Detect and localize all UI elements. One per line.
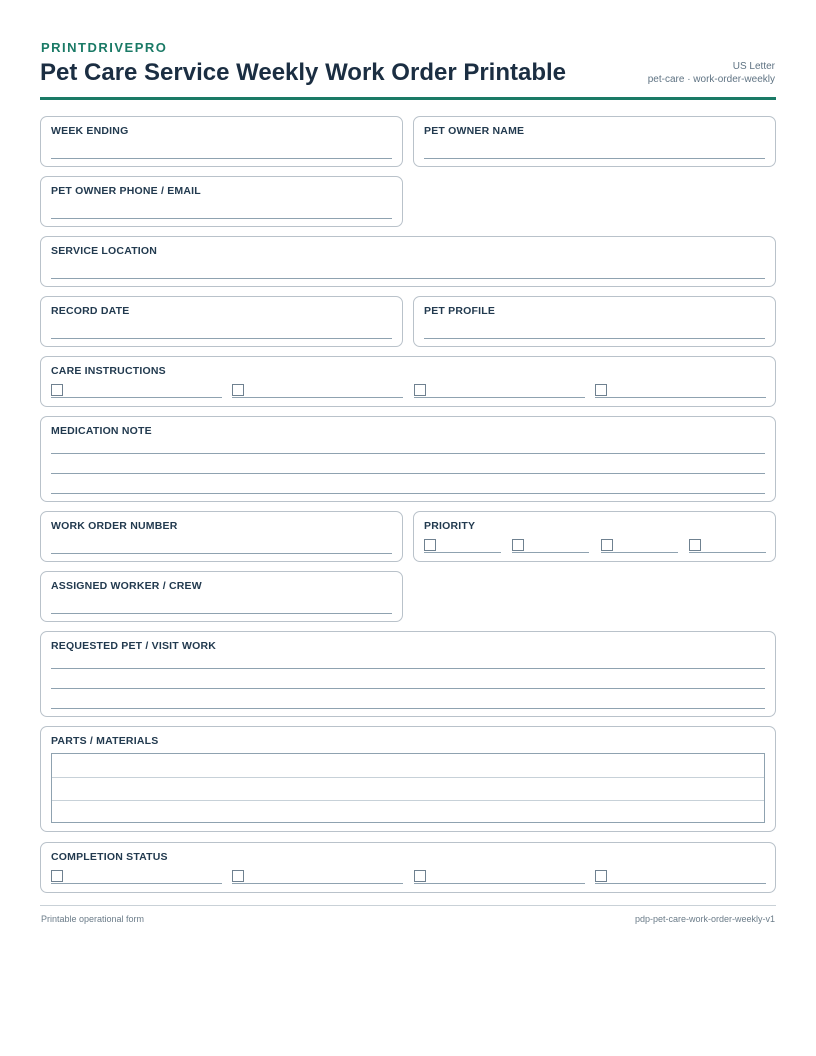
record-date-write-line[interactable] bbox=[51, 338, 392, 339]
care-instructions-option[interactable] bbox=[414, 384, 585, 398]
priority-option[interactable] bbox=[601, 539, 678, 553]
service-location-field bbox=[40, 236, 776, 287]
care-instructions-option[interactable] bbox=[51, 384, 222, 398]
medication-note-write-line[interactable] bbox=[51, 453, 765, 454]
week-ending-field bbox=[40, 116, 403, 167]
checkbox[interactable] bbox=[512, 539, 524, 551]
medication-note-field bbox=[40, 416, 776, 502]
option-write-line bbox=[595, 883, 766, 884]
pet-profile-write-line[interactable] bbox=[424, 338, 765, 339]
checkbox[interactable] bbox=[232, 870, 244, 882]
assigned-worker-label: ASSIGNED WORKER / CREW bbox=[51, 580, 202, 592]
medication-note-write-line[interactable] bbox=[51, 473, 765, 474]
table-row-divider bbox=[52, 777, 764, 778]
assigned-worker-field bbox=[40, 571, 403, 622]
option-write-line bbox=[232, 397, 403, 398]
pet-owner-name-label: PET OWNER NAME bbox=[424, 125, 525, 137]
medication-note-write-line[interactable] bbox=[51, 493, 765, 494]
footer-rule bbox=[40, 905, 776, 906]
pet-owner-contact-label: PET OWNER PHONE / EMAIL bbox=[51, 185, 201, 197]
medication-note-label: MEDICATION NOTE bbox=[51, 425, 152, 437]
checkbox[interactable] bbox=[414, 870, 426, 882]
work-order-number-label: WORK ORDER NUMBER bbox=[51, 520, 178, 532]
priority-label: PRIORITY bbox=[424, 520, 476, 532]
option-write-line bbox=[51, 397, 222, 398]
priority-option[interactable] bbox=[424, 539, 501, 553]
option-write-line bbox=[595, 397, 766, 398]
completion-status-field bbox=[40, 842, 776, 893]
record-date-label: RECORD DATE bbox=[51, 305, 130, 317]
option-write-line bbox=[424, 552, 501, 553]
checkbox[interactable] bbox=[601, 539, 613, 551]
completion-status-option[interactable] bbox=[51, 870, 222, 884]
priority-option[interactable] bbox=[512, 539, 589, 553]
requested-work-write-line[interactable] bbox=[51, 688, 765, 689]
care-instructions-field bbox=[40, 356, 776, 407]
checkbox[interactable] bbox=[595, 384, 607, 396]
parts-materials-table bbox=[51, 753, 765, 823]
care-instructions-option[interactable] bbox=[595, 384, 766, 398]
parts-materials-label: PARTS / MATERIALS bbox=[51, 735, 159, 747]
footer-caption: Printable operational form bbox=[41, 914, 145, 924]
option-write-line bbox=[689, 552, 766, 553]
pet-profile-label: PET PROFILE bbox=[424, 305, 496, 317]
option-write-line bbox=[51, 883, 222, 884]
option-write-line bbox=[601, 552, 678, 553]
option-write-line bbox=[232, 883, 403, 884]
requested-work-label: REQUESTED PET / VISIT WORK bbox=[51, 640, 217, 652]
completion-status-label: COMPLETION STATUS bbox=[51, 851, 168, 863]
week-ending-label: WEEK ENDING bbox=[51, 125, 129, 137]
pet-profile-field bbox=[413, 296, 776, 347]
work-order-number-field bbox=[40, 511, 403, 562]
completion-status-option[interactable] bbox=[232, 870, 403, 884]
pet-owner-name-write-line[interactable] bbox=[424, 158, 765, 159]
option-write-line bbox=[414, 397, 585, 398]
pet-owner-contact-field bbox=[40, 176, 403, 227]
pet-owner-contact-write-line[interactable] bbox=[51, 218, 392, 219]
care-instructions-label: CARE INSTRUCTIONS bbox=[51, 365, 166, 377]
option-write-line bbox=[512, 552, 589, 553]
completion-status-option[interactable] bbox=[595, 870, 766, 884]
service-location-label: SERVICE LOCATION bbox=[51, 245, 158, 257]
checkbox[interactable] bbox=[414, 384, 426, 396]
form-id: pdp-pet-care-work-order-weekly-v1 bbox=[634, 914, 775, 924]
paper-size: US Letter bbox=[732, 61, 775, 72]
week-ending-write-line[interactable] bbox=[51, 158, 392, 159]
priority-option[interactable] bbox=[689, 539, 766, 553]
checkbox[interactable] bbox=[232, 384, 244, 396]
checkbox[interactable] bbox=[51, 384, 63, 396]
record-date-field bbox=[40, 296, 403, 347]
form-tags: pet-care · work-order-weekly bbox=[647, 74, 775, 85]
assigned-worker-write-line[interactable] bbox=[51, 613, 392, 614]
checkbox[interactable] bbox=[689, 539, 701, 551]
requested-work-write-line[interactable] bbox=[51, 708, 765, 709]
parts-materials-field bbox=[40, 726, 776, 832]
header-rule bbox=[40, 97, 776, 100]
checkbox[interactable] bbox=[51, 870, 63, 882]
care-instructions-option[interactable] bbox=[232, 384, 403, 398]
table-row-divider bbox=[52, 800, 764, 801]
document-meta bbox=[648, 60, 775, 86]
brand-name: PRINTDRIVEPRO bbox=[41, 40, 168, 55]
requested-work-field bbox=[40, 631, 776, 717]
priority-field bbox=[413, 511, 776, 562]
page-title: Pet Care Service Weekly Work Order Printable bbox=[40, 59, 567, 86]
work-order-number-write-line[interactable] bbox=[51, 553, 392, 554]
option-write-line bbox=[414, 883, 585, 884]
checkbox[interactable] bbox=[424, 539, 436, 551]
completion-status-option[interactable] bbox=[414, 870, 585, 884]
requested-work-write-line[interactable] bbox=[51, 668, 765, 669]
checkbox[interactable] bbox=[595, 870, 607, 882]
service-location-write-line[interactable] bbox=[51, 278, 765, 279]
pet-owner-name-field bbox=[413, 116, 776, 167]
